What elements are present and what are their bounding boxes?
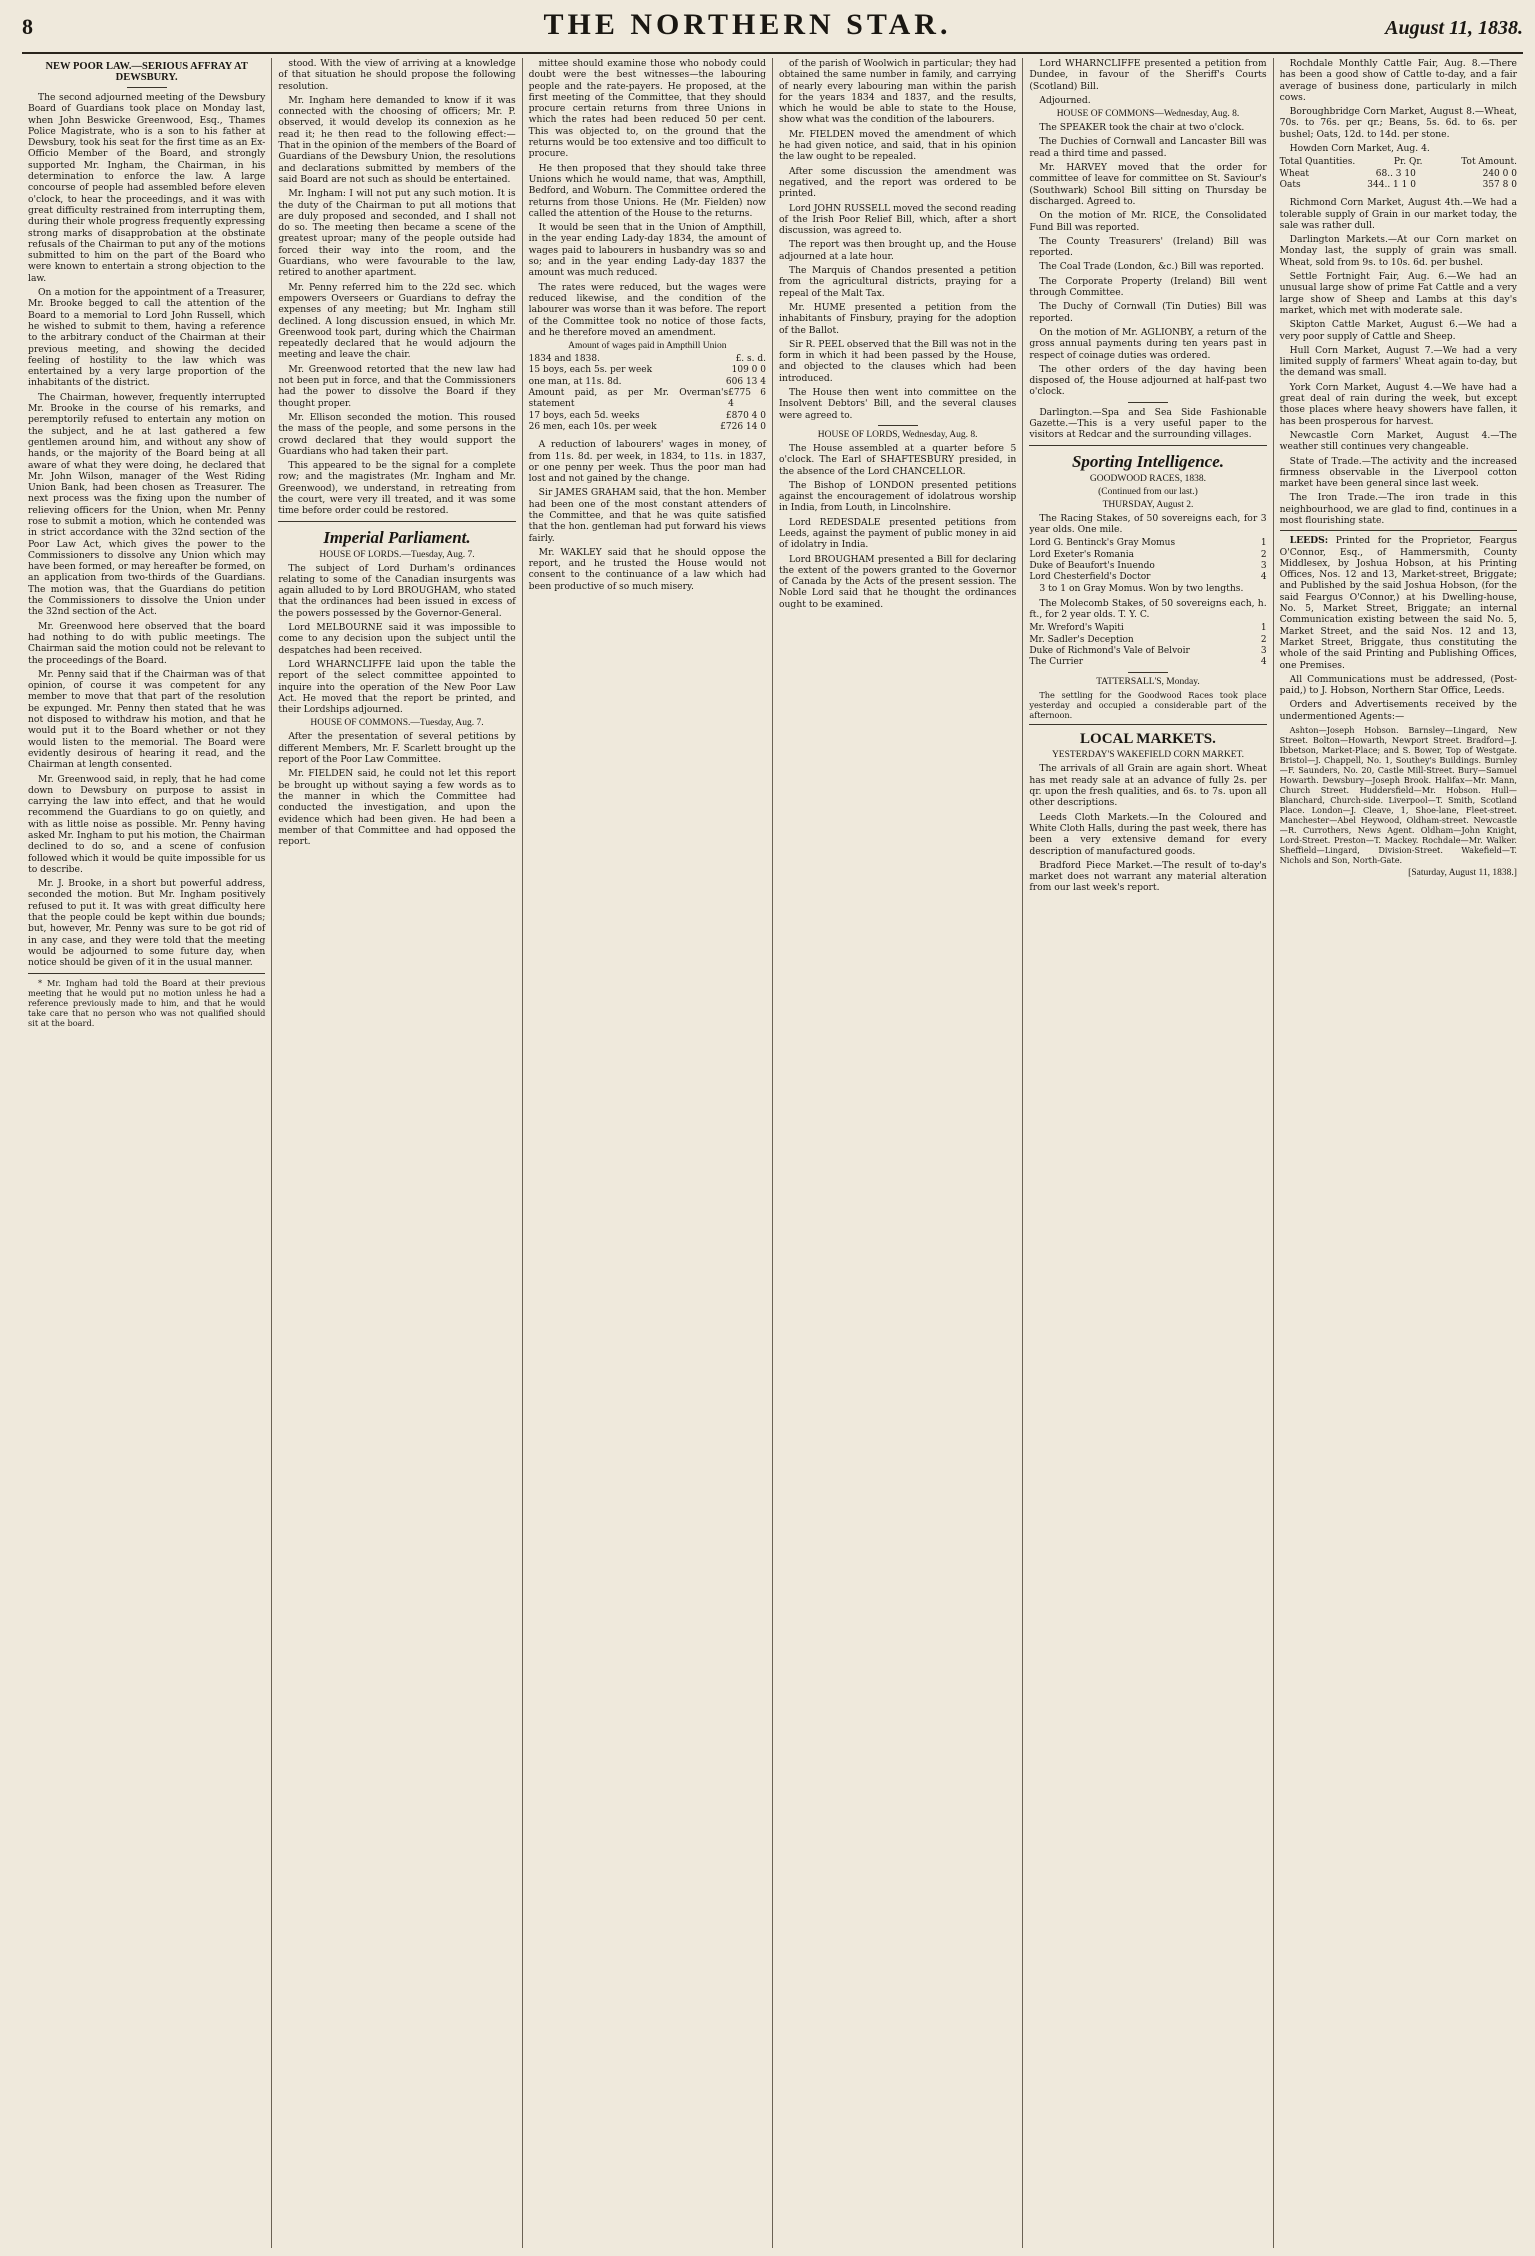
paragraph: of the parish of Woolwich in particular; they had obtained the same number in family, and carrying of nearly every labouring man within the parish for the years 1834 and 1837, and the results, which he would be able to state to the House, show what was the condition of the labourers. xyxy=(778,58,1017,126)
article-headline: NEW POOR LAW.—SERIOUS AFFRAY AT DEWSBURY. xyxy=(45,61,248,83)
agents-heading: Orders and Advertisements received by the undermentioned Agents:— xyxy=(1279,699,1517,722)
subheading-lords-wed: HOUSE OF LORDS, Wednesday, Aug. 8. xyxy=(817,429,978,440)
paragraph: Lord BROUGHAM presented a Bill for declaring the extent of the powers granted to the Governor of Canada by the Acts of the present session. The Noble Lord said that he thought the ordinances ought to be examined. xyxy=(778,553,1017,610)
paragraph: Mr. Greenwood here observed that the board had nothing to do with public meetings. The Chairman said the motion could not be relevant to the proceedings of the Board. xyxy=(28,620,266,666)
wages-table-title: Amount of wages paid in Ampthill Union xyxy=(568,341,727,352)
paragraph: The Racing Stakes, of 50 sovereigns each, for 3 year olds. One mile. xyxy=(1029,512,1267,535)
paragraph: The arrivals of all Grain are again short. Wheat has met ready sale at an advance of fully 2s. per qr. upon the fresh qualities, and 6s. to 7s. upon all other descriptions. xyxy=(1029,763,1267,809)
column-3 xyxy=(523,58,773,2248)
paragraph: It would be seen that in the Union of Ampthill, in the year ending Lady-day 1834, the amount of wages paid to labourers in husbandry was so and so; and in the year ending Lady-day 1837 the amount was much reduced. xyxy=(528,222,766,279)
paragraph: Lord MELBOURNE said it was impossible to come to any decision upon the subject until the despatches had been received. xyxy=(278,622,516,656)
paragraph: Settle Fortnight Fair, Aug. 6.—We had an unusual large show of prime Fat Cattle and a very large show of Sheep and Lambs at this day's market, which met with moderate sale. xyxy=(1279,271,1517,316)
paragraph: The second adjourned meeting of the Dewsbury Board of Guardians took place on Monday last, when John Beswicke Greenwood, Esq., Thames Police Magistrate, who is a son to his father at Dewsbury, took his seat for the first time as an Ex-Officio Member of the Board, and strongly supported Mr. Ingham, the Chairman, in his determination to enforce the law. A large concourse of people had assembled before eleven o'clock, to hear the proceedings, and it was with great difficulty restrained from interrupting them, during their whole progress frequently expressing strong marks of disapprobation at the obstinate refusals of the Chairman to put any of the motions submitted to him on the part of the Board who were known to entertain a strong objection to the law. xyxy=(28,92,266,284)
paragraph: Darlington.—Spa and Sea Side Fashionable Gazette.—This is a very useful paper to the visitors at Redcar and the surrounding villages. xyxy=(1029,406,1267,441)
divider xyxy=(278,521,515,522)
list-item: Duke of Beaufort's Inuendo 3 xyxy=(1029,560,1267,571)
table-row: 15 boys, each 5s. per week 109 0 0 xyxy=(528,365,766,376)
column-5 xyxy=(1023,58,1273,2248)
divider xyxy=(28,973,265,974)
paragraph: Newcastle Corn Market, August 4.—The weather still continues very changeable. xyxy=(1279,429,1517,453)
race-result-list xyxy=(1029,538,1266,583)
subheading-commons: HOUSE OF COMMONS.—Tuesday, Aug. 7. xyxy=(310,718,484,729)
paragraph: The Marquis of Chandos presented a petition from the agricultural districts, praying for a repeal of the Malt Tax. xyxy=(778,265,1017,299)
divider xyxy=(127,87,167,88)
paragraph: This appeared to be the signal for a complete row; and the magistrates (Mr. Ingham and Mr. Greenwood), we understand, in retreating from the court, were very ill treated, and it was some time before order could be restored. xyxy=(278,460,516,517)
agents-list: Ashton—Joseph Hobson. Barnsley—Lingard, New Street. Bolton—Howarth, Newport Street. Bradford—J. Ibbetson, Market-Place; and S. Bower, Top of Westgate. Bristol—J. Chappell, No. 1, Southey's Buildings. Burnley—F. Saunders, No. 20, Castle Mill-Street. Bury—Samuel Howarth. Dewsbury—Joseph Brook. Halifax—Mr. Mann, Church Street. Huddersfield—Mr. Hobson. Hull—Blanchard, Church-side. Liverpool—T. Smith, Scotland Place. London—J. Cleave, 1, Shoe-lane, Fleet-street. Manchester—Abel Heywood, Oldham-street. Newcastle—R. Currothers, News Agent. Oldham—John Knight, Lord-Street. Preston—T. Mackey. Rochdale—Mr. Walker. Sheffield—Lingard, Division-Street. Wakefield—T. Nichols and Son, North-Gate. xyxy=(1279,725,1517,866)
divider xyxy=(1029,445,1266,446)
paragraph: Mr. HARVEY moved that the order for committee of leave for committee on St. Saviour's (Southwark) School Bill sitting on Thursday be discharged. Agreed to. xyxy=(1029,162,1267,207)
paragraph: Bradford Piece Market.—The result of to-day's market does not warrant any material alteration from our last week's report. xyxy=(1029,859,1267,894)
paragraph: Mr. Ellison seconded the motion. This roused the mass of the people, and some persons in the crowd declared that they would support the Guardians who had taken their part. xyxy=(278,411,516,457)
footnote: * Mr. Ingham had told the Board at their previous meeting that he would put no motion unless he had a reference previously made to him, and that he would take care that no person who was not qualified should sit at the board. xyxy=(28,977,266,1028)
paragraph: After some discussion the amendment was negatived, and the report was ordered to be printed. xyxy=(778,165,1017,200)
imprint-note: All Communications must be addressed, (Post-paid,) to J. Hobson, Northern Star Office, Leeds. xyxy=(1279,673,1517,697)
section-heading-sporting: Sporting Intelligence. xyxy=(1071,451,1225,471)
paragraph: Adjourned. xyxy=(1039,94,1091,106)
paragraph: The Corporate Property (Ireland) Bill went through Committee. xyxy=(1029,275,1267,299)
paragraph: He then proposed that they should take three Unions which he would name, that was, Ampthill, Bedford, and Woburn. The Committee ordered the returns from those Unions. He (Mr. Fielden) now called the attention of the House to the returns. xyxy=(528,162,766,219)
paragraph: Hull Corn Market, August 7.—We had a very limited supply of farmers' Wheat again to-day, but the demand was small. xyxy=(1279,344,1517,379)
subheading-lords: HOUSE OF LORDS.—Tuesday, Aug. 7. xyxy=(319,549,475,560)
paragraph: The House assembled at a quarter before 5 o'clock. The Earl of SHAFTESBURY presided, in the absence of the Lord CHANCELLOR. xyxy=(778,442,1017,477)
paragraph: On the motion of Mr. RICE, the Consolidated Fund Bill was reported. xyxy=(1029,210,1267,233)
divider xyxy=(878,425,918,426)
paragraph: Mr. FIELDEN moved the amendment of which he had given notice, and said, that in his opinion the law ought to be repealed. xyxy=(778,128,1017,163)
paragraph: Mr. Greenwood retorted that the new law had not been put in force, and that the Commissioners had the power to dissolve the Board if they thought proper. xyxy=(278,363,516,409)
paragraph: The Duchies of Cornwall and Lancaster Bill was read a third time and passed. xyxy=(1029,136,1267,159)
table-row: 1834 and 1838. £. s. d. xyxy=(528,354,766,365)
paragraph: Lord WHARNCLIFFE presented a petition from Dundee, in favour of the Sheriff's Courts (Scotland) Bill. xyxy=(1029,58,1267,92)
paragraph: Lord JOHN RUSSELL moved the second reading of the Irish Poor Relief Bill, which, after a short discussion, was agreed to. xyxy=(778,202,1017,237)
paragraph: The Coal Trade (London, &c.) Bill was reported. xyxy=(1039,261,1264,273)
paragraph: Mr. Ingham: I will not put any such motion. It is the duty of the Chairman to put all motions that are duly proposed and seconded, and I shall not do so. The meeting then became a scene of the greatest uproar; many of the people outside had forced their way into the room, and the Guardians, who were favourable to the law, retired to another apartment. xyxy=(278,188,516,279)
list-item: Lord Chesterfield's Doctor 4 xyxy=(1029,572,1267,583)
list-item: Lord Exeter's Romania 2 xyxy=(1029,549,1267,560)
imprint: LEEDS: Printed for the Proprietor, Feargus O'Connor, Esq., of Hammersmith, County Middlesex, by Joshua Hobson, at his Printing Offices, Nos. 12 and 13, Market-street, Briggate; and Published by the said Joshua Hobson, (for the said Feargus O'Connor,) at his Dwelling-house, No. 5, Market Street, Briggate; an internal Communication existing between the said No. 5, Market Street, and the said Nos. 12 and 13, Market Street, Briggate, thus constituting the whole of the said Printing and Publishing Offices, one Premises. xyxy=(1279,535,1517,671)
paragraph: Mr. Penny referred him to the 22d sec. which empowers Overseers or Guardians to defray the expenses of any meeting; but Mr. Ingham still declined. A long discussion ensued, in which Mr. Greenwood took part, during which the Chairman repeatedly declared that he would adjourn the meeting and leave the chair. xyxy=(278,281,516,361)
list-item: The Currier 4 xyxy=(1029,657,1267,668)
paragraph: Mr. Ingham here demanded to know if it was connected with the choosing of officers; Mr. P. observed, it would develop its connexion as he read it; he then read to the following effect:— That in the opinion of the members of the Board of Guardians of the Dewsbury Union, the resolutions and declarations submitted by members of the said Board are not such as should be entertained. xyxy=(278,94,516,185)
table-row: Wheat 68.. 3 10 240 0 0 xyxy=(1279,168,1517,179)
section-heading-local-markets: LOCAL MARKETS. xyxy=(1080,731,1216,748)
divider xyxy=(1128,672,1168,673)
divider xyxy=(1128,402,1168,403)
table-row: one man, at 11s. 8d. 606 13 4 xyxy=(528,376,766,387)
paragraph: Skipton Cattle Market, August 6.—We had a very poor supply of Cattle and Sheep. xyxy=(1279,319,1517,342)
paragraph: Richmond Corn Market, August 4th.—We had a tolerable supply of Grain in our market today, the sale was rather dull. xyxy=(1279,197,1517,231)
paragraph: A reduction of labourers' wages in money, of from 11s. 8d. per week, in 1834, to 11s. in 1837, or one penny per week. Thus the poor man had lost and not gained by the change. xyxy=(528,439,766,485)
table-row: Amount paid, as per Mr. Overman's statement £775 6 4 xyxy=(528,388,766,410)
paragraph: Rochdale Monthly Cattle Fair, Aug. 8.—There has been a good show of Cattle to-day, and a fair average of business done, particularly in milch cows. xyxy=(1279,58,1517,103)
paragraph: Boroughbridge Corn Market, August 8.—Wheat, 70s. to 76s. per qr.; Beans, 5s. 6d. to 6s. per bushel; Oats, 12d. to 14d. per stone. xyxy=(1279,106,1517,140)
list-item: Lord G. Bentinck's Gray Momus 1 xyxy=(1029,538,1267,549)
paragraph: Lord REDESDALE presented petitions from Leeds, against the payment of public money in aid of idolatry in India. xyxy=(778,516,1017,551)
paragraph: Mr. Greenwood said, in reply, that he had come down to Dewsbury on purpose to assist in carrying the law into effect, and that he would recommend the Guardians to go on quietly, and with as little noise as possible. Mr. Penny having asked Mr. Ingham to put his motion, the Chairman declined to do so, and a scene of confusion followed which it would be quite impossible for us to describe. xyxy=(28,773,266,875)
paragraph: Mr. WAKLEY said that he should oppose the report, and he trusted the House would not consent to the continuance of a law which had been productive of so much misery. xyxy=(528,546,766,592)
paragraph: The other orders of the day having been disposed of, the House adjourned at half-past two o'clock. xyxy=(1029,363,1267,398)
paragraph: The Molecomb Stakes, of 50 sovereigns each, h. ft., for 2 year olds. T. Y. C. xyxy=(1029,597,1267,620)
divider xyxy=(1280,530,1517,531)
list-item: Mr. Wreford's Wapiti 1 xyxy=(1029,623,1267,634)
column-2 xyxy=(272,58,522,2248)
subheading-goodwood: GOODWOOD RACES, 1838. xyxy=(1089,473,1207,484)
paragraph: Lord WHARNCLIFFE laid upon the table the report of the select committee appointed to inquire into the operation of the New Poor Law Act. He moved that the report be printed, and their Lordships adjourned. xyxy=(278,658,516,716)
newspaper-title: THE NORTHERN STAR. xyxy=(543,8,952,41)
column-6 xyxy=(1274,58,1523,2248)
paragraph: After the presentation of several petitions by different Members, Mr. F. Scarlett brought up the report of the Poor Law Committee. xyxy=(278,731,516,766)
paragraph: Mr. FIELDEN said, he could not let this report be brought up without saying a few words as to the manner in which the Committee had conducted the investigation, and upon the evidence which had been given. He had been a member of that Committee and had opposed the report. xyxy=(278,768,516,848)
subheading-commons-wed: HOUSE OF COMMONS—Wednesday, Aug. 8. xyxy=(1056,109,1240,120)
paragraph: York Corn Market, August 4.—We have had a great deal of rain during the week, but except those places where heavy showers have fallen, it has been prosperous for harvest. xyxy=(1279,381,1517,427)
paragraph: Leeds Cloth Markets.—In the Coloured and White Cloth Halls, during the past week, there has been a very extensive demand for every description of manufactured goods. xyxy=(1029,811,1267,857)
section-heading-parliament: Imperial Parliament. xyxy=(323,527,471,547)
masthead xyxy=(22,8,1523,54)
paragraph: The Duchy of Cornwall (Tin Duties) Bill was reported. xyxy=(1029,301,1267,324)
subheading-continued: (Continued from our last.) xyxy=(1098,486,1198,497)
paragraph: Sir R. PEEL observed that the Bill was not in the form in which it had been passed by the House, and objected to the clauses which had been introduced. xyxy=(778,338,1017,384)
table-row: Total Quantities. Pr. Qr. Tot Amount. xyxy=(1279,157,1517,168)
paragraph: The Iron Trade.—The iron trade in this neighbourhood, we are glad to find, continues in a most flourishing state. xyxy=(1279,492,1517,526)
race-result-list xyxy=(1029,623,1266,668)
paragraph: Mr. Penny said that if the Chairman was of that opinion, of course it was competent for any member to move that that part of the resolution be expunged. Mr. Penny then stated that he was not disposed to withdraw his motion, and that he would put it to the Board whether or not they would listen to the memorial. The Board were evidently desirous of hearing it read, and the Chairman at length consented. xyxy=(28,668,266,771)
subheading-tattersall: TATTERSALL'S, Monday. xyxy=(1096,677,1200,688)
paragraph: On the motion of Mr. AGLIONBY, a return of the gross annual payments during ten years past in respect of coinage duties was ordered. xyxy=(1029,326,1267,361)
paragraph: Sir JAMES GRAHAM said, that the hon. Member had been one of the most constant attenders of the Committee, and that he was quite satisfied that the hon. gentleman had put forward his views fairly. xyxy=(528,487,766,544)
paragraph: Howden Corn Market, Aug. 4. xyxy=(1289,143,1430,155)
paragraph: 3 to 1 on Gray Momus. Won by two lengths. xyxy=(1039,583,1244,595)
page-number: 8 xyxy=(22,14,33,39)
paragraph: The SPEAKER took the chair at two o'clock. xyxy=(1039,122,1245,134)
table-row: 17 boys, each 5d. weeks £870 4 0 xyxy=(528,410,766,421)
paragraph: The rates were reduced, but the wages were reduced likewise, and the condition of the labourer was worse than it was before. The report of the Committee took no notice of those facts, and he therefore moved an amendment. xyxy=(528,281,766,338)
paragraph: The House then went into committee on the Insolvent Debtors' Bill, and the several clauses were agreed to. xyxy=(778,387,1017,421)
list-item: Mr. Sadler's Deception 2 xyxy=(1029,634,1267,645)
paragraph: The Bishop of LONDON presented petitions against the encouragement of idolatrous worship in India, from Louth, in Lincolnshire. xyxy=(778,479,1017,514)
issue-date: August 11, 1838. xyxy=(1385,17,1523,39)
paragraph: The County Treasurers' (Ireland) Bill was reported. xyxy=(1029,235,1267,259)
columns xyxy=(22,58,1523,2248)
wages-table xyxy=(529,354,766,433)
subheading-wakefield: YESTERDAY'S WAKEFIELD CORN MARKET. xyxy=(1051,750,1245,761)
corn-returns-table xyxy=(1280,157,1517,191)
column-1 xyxy=(22,58,272,2248)
column-4 xyxy=(773,58,1023,2248)
paragraph: mittee should examine those who nobody could doubt were the best witnesses—the labouring people and the rate-payers. He proposed, at the first meeting of the Committee, that they should procure certain returns from three Unions in which the rates had been reduced 50 per cent. This was objected to, on the ground that the returns would be too extensive and too difficult to procure. xyxy=(528,58,766,160)
paragraph: The subject of Lord Durham's ordinances relating to some of the Canadian insurgents was again alluded to by Lord BROUGHAM, who stated that the ordinances had been issued in excess of the powers possessed by the Governor-General. xyxy=(278,562,516,619)
paragraph: Mr. HUME presented a petition from the inhabitants of Finsbury, praying for the adoption of the Ballot. xyxy=(778,301,1017,336)
table-row: 26 men, each 10s. per week £726 14 0 xyxy=(528,421,766,432)
paragraph: State of Trade.—The activity and the increased firmness observable in the Liverpool cotton market have been general since last week. xyxy=(1279,455,1517,490)
paragraph: The report was then brought up, and the House adjourned at a late hour. xyxy=(778,239,1017,262)
list-item: Duke of Richmond's Vale of Belvoir 3 xyxy=(1029,645,1267,656)
paragraph: Mr. J. Brooke, in a short but powerful address, seconded the motion. But Mr. Ingham positively refused to put it. It was with great difficulty here that the people could be kept within due bounds; but, however, Mr. Penny was sure to be got rid of in any case, and they were told that the meeting would be adjourned to some future day, when notice should be given of it in the usual manner. xyxy=(28,878,266,969)
subheading-thursday: THURSDAY, August 2. xyxy=(1102,499,1194,510)
paragraph: stood. With the view of arriving at a knowledge of that situation he should propose the following resolution. xyxy=(278,58,516,92)
paragraph: On a motion for the appointment of a Treasurer, Mr. Brooke begged to call the attention of the Board to a memorial to Lord John Russell, which he wished to submit to them, having a reference to the arbitrary conduct of the Chairman at their previous meeting, and showing the decided feeling of hostility to the law which was entertained by a very large proportion of the inhabitants of the district. xyxy=(28,287,266,389)
footer-date: [Saturday, August 11, 1838.] xyxy=(1408,868,1517,879)
paragraph: The settling for the Goodwood Races took place yesterday and occupied a considerable part of the afternoon. xyxy=(1029,690,1267,721)
paragraph: Darlington Markets.—At our Corn market on Monday last, the supply of grain was small. Wheat, sold from 9s. to 10s. 6d. per bushel. xyxy=(1279,234,1517,268)
divider xyxy=(1029,724,1266,725)
table-row: Oats 344.. 1 1 0 357 8 0 xyxy=(1279,179,1517,190)
paragraph: The Chairman, however, frequently interrupted Mr. Brooke in the course of his remarks, and peremptorily refused to entertain any motion on the subject, and he at last gathered a few gentlemen around him, and without any show of hands, or the majority of the Board being at all aware of what they were doing, he declared that Mr. John Wilson, manager of the West Riding Union Bank, had been chosen as Treasurer. The next process was the fixing upon the number of relieving officers for the Union, when Mr. Penny rose to submit a motion, which he contended was in strict accordance with the 32nd section of the Poor Law Act, which gives the power to the Commissioners to dissolve any Union which may have been formed, or may hereafter be formed, on an application from two-thirds of the Guardians. The motion was, that the Guardians do petition the Commissioners to dissolve the Union under the 32nd section of the Act. xyxy=(28,391,266,618)
